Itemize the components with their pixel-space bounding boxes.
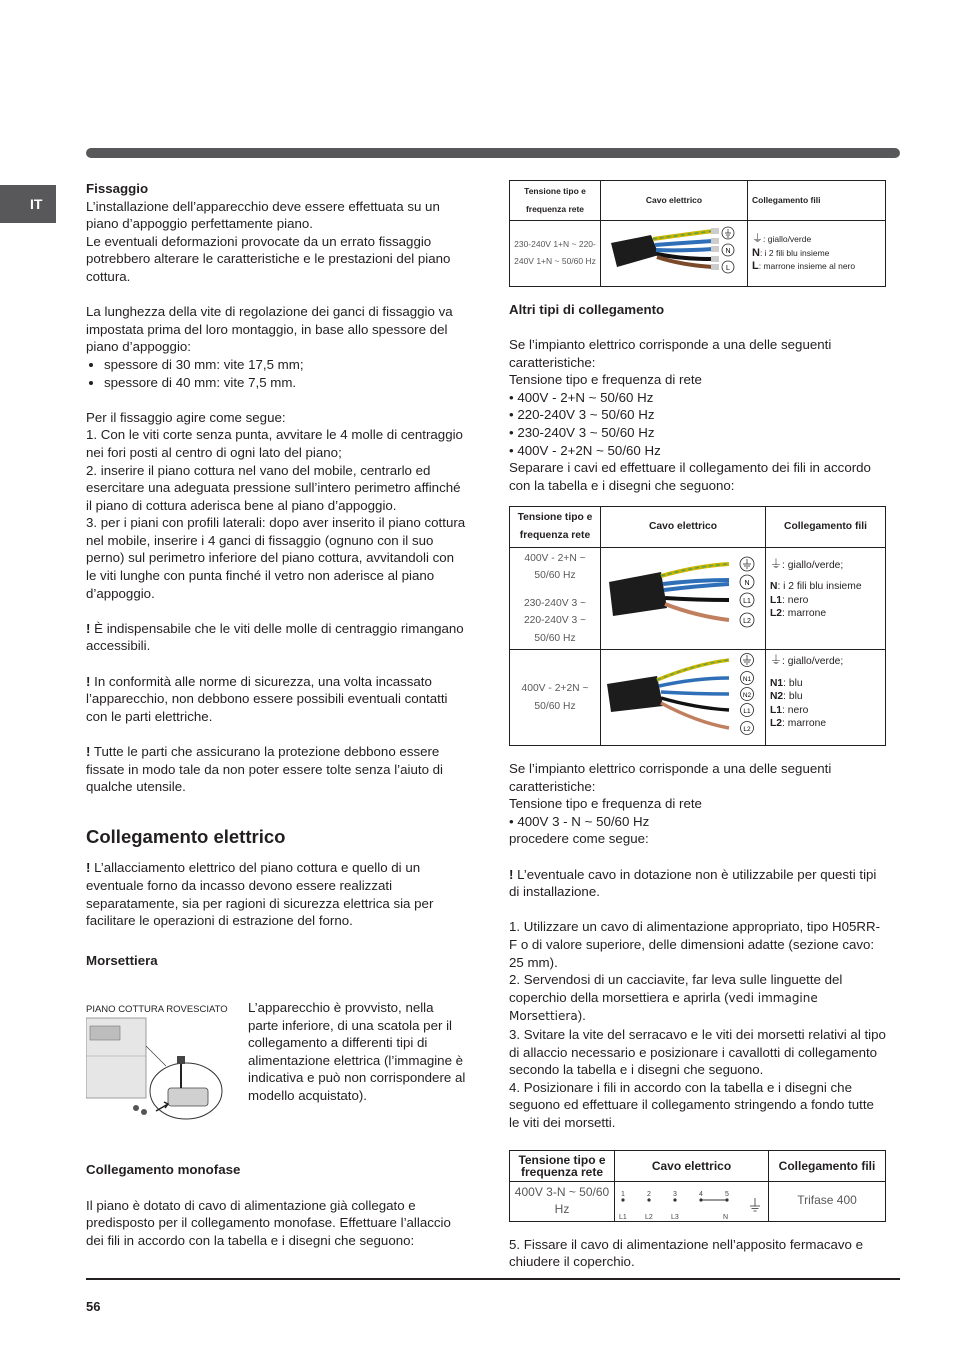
fissaggio-step2: 2. inserire il piano cottura nel vano del mobile, centrarlo ed esercitare una adeguata pressione sull’intero perimetro affinché il piano di cottura aderisca bene al piano d’appoggio. bbox=[86, 462, 461, 513]
fissaggio-heading: Fissaggio bbox=[86, 181, 149, 196]
col-header: Tensione tipo e frequenza rete bbox=[510, 1150, 615, 1181]
warning-mark: ! bbox=[86, 620, 91, 636]
legend-key: L1 bbox=[770, 704, 783, 716]
legend-text: : giallo/verde; bbox=[782, 656, 844, 668]
trifase-warning bbox=[509, 866, 887, 901]
trifase-step2 bbox=[509, 971, 887, 1026]
col-header: Collegamento fili bbox=[766, 507, 886, 547]
altri-intro: Se l’impianto elettrico corrisponde a una delle seguenti caratteristiche: bbox=[509, 336, 832, 370]
terminal-label: L3 bbox=[671, 1214, 679, 1222]
terminal-dots bbox=[615, 1182, 765, 1220]
svg-text:L2: L2 bbox=[743, 618, 751, 626]
table-row bbox=[510, 1181, 886, 1221]
list-item: • 400V 3 - N ~ 50/60 Hz bbox=[509, 813, 650, 829]
trifase-step4: 4. Posizionare i fili in accordo con la tabella e i disegni che seguono ed effettuare il collegamento stringendo a fondo tutte le viti dei morsetti. bbox=[509, 1079, 874, 1130]
legend-key: N1 bbox=[770, 677, 784, 689]
legend-text: : marrone bbox=[782, 718, 827, 730]
table-row bbox=[510, 547, 886, 650]
monofase-heading: Collegamento monofase bbox=[86, 1162, 241, 1177]
wiring-legend: ⏚: giallo/verde; N: i 2 fili blu insieme L1: nero L2: marrone bbox=[766, 547, 886, 650]
legend-key: L1 bbox=[770, 594, 783, 606]
svg-text:L1: L1 bbox=[743, 598, 751, 606]
fissaggio-p3: La lunghezza della vite di regolazione dei ganci di fissaggio va impostata prima del loro montaggio, in base allo spessore del piano d’appoggio: bbox=[86, 304, 453, 355]
figure-label: PIANO COTTURA ROVESCIATO bbox=[86, 1004, 228, 1015]
table-header-row bbox=[510, 1150, 886, 1181]
warning-mark: ! bbox=[86, 744, 91, 759]
svg-text:N: N bbox=[744, 580, 750, 588]
terminal-label: L2 bbox=[645, 1214, 653, 1222]
voltage-cell: 400V 3-N ~ 50/60 Hz bbox=[510, 1181, 615, 1221]
list-item: • 400V - 2+2N ~ 50/60 Hz bbox=[509, 442, 661, 458]
figure-reference: vedi immagine Morsettiera bbox=[509, 990, 818, 1024]
connection-cell: Trifase 400 bbox=[769, 1181, 886, 1221]
col-header: Cavo elettrico bbox=[601, 181, 748, 221]
altri-outro: Separare i cavi ed effettuare il collegamento dei fili in accordo con la tabella e i disegni che seguono: bbox=[509, 460, 871, 493]
terminal-number: 3 bbox=[673, 1191, 677, 1199]
fissaggio-bullets bbox=[86, 356, 468, 391]
trifase-procedere: procedere come segue: bbox=[509, 831, 649, 847]
table-row bbox=[510, 221, 886, 287]
cable-diagram-cell bbox=[601, 547, 766, 650]
legend-text: : i 2 fili blu insieme bbox=[777, 581, 862, 592]
list-item: • 230-240V 3 ~ 50/60 Hz bbox=[509, 424, 655, 440]
fissaggio-step3: 3. per i piani con profili laterali: dopo aver inserito il piano cottura nel mobile, inserire i 4 ganci di fissaggio (ognuno con il suo perno) sul perimetro inferiore del piano cottura, avvitandoli con le viti lunghe con punta finché il vetro non aderisce al piano d’appoggio. bbox=[86, 515, 466, 601]
warning-text: L’eventuale cavo in dotazione non è utilizzabile per questi tipi di installazione. bbox=[509, 866, 877, 900]
list-item: • spessore di 30 mm: vite 17,5 mm; bbox=[104, 356, 468, 374]
svg-text:N: N bbox=[725, 248, 731, 256]
table-row bbox=[510, 650, 886, 746]
warning-mark: ! bbox=[509, 866, 514, 882]
language-tab: IT bbox=[0, 185, 56, 223]
warning-1 bbox=[86, 620, 468, 655]
legend-key: N2 bbox=[770, 691, 784, 703]
morsettiera-heading: Morsettiera bbox=[86, 952, 158, 968]
page-number: 56 bbox=[86, 1299, 101, 1314]
warning-3 bbox=[86, 743, 468, 796]
legend-text: : marrone insieme al nero bbox=[758, 261, 856, 272]
cable-diagram bbox=[601, 221, 741, 279]
right-column bbox=[509, 180, 887, 1271]
altri-subtitle: Tensione tipo e frequenza di rete bbox=[509, 372, 702, 388]
monofase-text: Il piano è dotato di cavo di alimentazione già collegato e predisposto per il collegamento monofase. Effettuare l’allaccio dei fili in accordo con la tabella e i disegni che seguono: bbox=[86, 1197, 451, 1248]
voltage-cell: 230-240V 1+N ~ 220-240V 1+N ~ 50/60 Hz bbox=[510, 221, 601, 287]
terminal-box-illustration bbox=[86, 1016, 226, 1124]
list-item: • spessore di 40 mm: vite 7,5 mm. bbox=[104, 374, 468, 392]
table-header-row bbox=[510, 181, 886, 221]
cable-diagram bbox=[601, 550, 759, 640]
col-header: Collegamento fili bbox=[769, 1150, 886, 1181]
col-header: Tensione tipo e frequenza rete bbox=[510, 181, 601, 221]
terminal-number: 4 bbox=[699, 1191, 703, 1199]
fissaggio-p2: Le eventuali deformazioni provocate da un errato fissaggio potrebbero alterare le caratteristiche e le prestazioni del piano cottura. bbox=[86, 233, 451, 284]
wiring-legend: ⏚: giallo/verde; N1: blu N2: blu L1: nero L2: marrone bbox=[766, 650, 886, 746]
col-header: Cavo elettrico bbox=[601, 507, 766, 547]
col-header: Cavo elettrico bbox=[615, 1150, 769, 1181]
fissaggio-step1: 1. Con le viti corte senza punta, avvitare le 4 molle di centraggio nei fori posti al centro di ogni lato del piano; bbox=[86, 427, 463, 460]
cable-diagram bbox=[601, 650, 759, 738]
warning-mark: ! bbox=[86, 673, 91, 689]
voltage-cell: 400V - 2+2N ~ 50/60 Hz bbox=[510, 650, 601, 746]
warning-text: È indispensabile che le viti delle molle di centraggio rimangano accessibili. bbox=[86, 620, 464, 654]
svg-text:N1: N1 bbox=[742, 676, 752, 684]
footer-rule bbox=[86, 1278, 900, 1280]
voltage-cell bbox=[510, 547, 601, 650]
wiring-legend: ⏚: giallo/verde N: i 2 fili blu insieme L: marrone insieme al nero bbox=[748, 221, 886, 287]
voltage-text: 400V - 2+N ~ 50/60 Hz bbox=[524, 552, 586, 582]
header-rule bbox=[86, 148, 900, 158]
trifase-step1: 1. Utilizzare un cavo di alimentazione appropriato, tipo H05RR-F o di valore superiore, delle dimensioni adatte (sezione cavo: 25 mm). bbox=[509, 919, 881, 970]
step-text: 2. Servendosi di un cacciavite, far leva sulle linguette del coperchio della morsettiera e aprirla ( bbox=[509, 972, 843, 1005]
legend-text: : i 2 fili blu insieme bbox=[759, 247, 830, 258]
col-header: Tensione tipo e frequenza rete bbox=[510, 507, 601, 547]
legend-key: L2 bbox=[770, 718, 783, 730]
legend-text: : marrone bbox=[782, 608, 827, 619]
terminal-number: 1 bbox=[621, 1191, 625, 1199]
monofase-section bbox=[86, 1161, 468, 1249]
collegamento-heading: Collegamento elettrico bbox=[86, 825, 286, 847]
trifase-step3: 3. Svitare la vite del serracavo e le viti dei morsetti relativi al tipo di allaccio necessario e posizionare i cavallotti di collegamento secondo la tabella e i disegni che seguono. bbox=[509, 1026, 886, 1078]
cable-diagram-cell bbox=[601, 221, 748, 287]
left-column bbox=[86, 180, 468, 969]
table-trifase bbox=[509, 1150, 886, 1222]
morsettiera-text: L’apparecchio è provvisto, nella parte inferiore, di una scatola per il collegamento a differenti tipi di alimentazione elettrica (l’immagine è indicativa e può non corrispondere al modello acquistato). bbox=[248, 1000, 466, 1103]
col-header: Collegamento fili bbox=[748, 181, 886, 221]
table-header-row bbox=[510, 507, 886, 547]
svg-text:N2: N2 bbox=[742, 692, 752, 700]
cable-diagram-cell bbox=[601, 650, 766, 746]
legend-text: : giallo/verde; bbox=[782, 559, 844, 571]
legend-key: N bbox=[752, 246, 760, 259]
terminal-number: 5 bbox=[725, 1191, 729, 1199]
legend-ground: : giallo/verde bbox=[763, 234, 812, 245]
legend-text: : blu bbox=[783, 677, 803, 689]
morsettiera-figure bbox=[86, 1004, 236, 1134]
legend-key: N bbox=[770, 581, 778, 592]
altri-heading: Altri tipi di collegamento bbox=[509, 301, 665, 317]
legend-key: L2 bbox=[770, 608, 783, 619]
legend-text: : nero bbox=[782, 594, 809, 606]
collegamento-warning bbox=[86, 859, 468, 929]
trifase-step5: 5. Fissare il cavo di alimentazione nell’apposito fermacavo e chiudere il coperchio. bbox=[509, 1236, 864, 1270]
warning-text: In conformità alle norme di sicurezza, una volta incassato l’apparecchio, non debbono essere possibili eventuali contatti con le parti elettriche. bbox=[86, 673, 448, 724]
table-altri bbox=[509, 506, 886, 746]
step-text: ). bbox=[577, 1008, 586, 1024]
trifase-intro: Se l’impianto elettrico corrisponde a una delle seguenti caratteristiche: bbox=[509, 761, 832, 794]
warning-text: L’allacciamento elettrico del piano cottura e quello di un eventuale forno da incasso devono essere realizzati separatamente, sia per ragioni di sicurezza elettrica sia per facilitare le operazioni di estrazione del forno. bbox=[86, 860, 434, 929]
terminal-number: 2 bbox=[647, 1191, 651, 1199]
warning-text: Tutte le parti che assicurano la protezione debbono essere fissate in modo tale da non poter essere tolte senza l’aiuto di qualche utensile. bbox=[86, 744, 444, 795]
fissaggio-p4: Per il fissaggio agire come segue: bbox=[86, 409, 286, 425]
legend-text: : blu bbox=[783, 691, 803, 703]
table-monofase bbox=[509, 180, 886, 287]
legend-text: : nero bbox=[782, 704, 809, 716]
legend-key: L bbox=[752, 260, 759, 273]
terminal-diagram-cell bbox=[615, 1181, 769, 1221]
warning-2 bbox=[86, 673, 468, 726]
trifase-subtitle: Tensione tipo e frequenza di rete bbox=[509, 796, 702, 812]
svg-text:L2: L2 bbox=[743, 726, 751, 734]
terminal-label: N bbox=[723, 1214, 729, 1222]
terminal-label: L1 bbox=[619, 1214, 627, 1222]
list-item: • 220-240V 3 ~ 50/60 Hz bbox=[509, 407, 655, 423]
terminal-diagram bbox=[615, 1182, 765, 1220]
svg-text:L: L bbox=[726, 265, 730, 273]
warning-mark: ! bbox=[86, 860, 91, 876]
svg-text:L1: L1 bbox=[743, 708, 751, 716]
fissaggio-p1: L’installazione dell’apparecchio deve essere effettuata su un piano d’appoggio perfettamente piano. bbox=[86, 198, 440, 232]
list-item: • 400V - 2+N ~ 50/60 Hz bbox=[509, 389, 654, 405]
voltage-text: 230-240V 3 ~ 220-240V 3 ~ 50/60 Hz bbox=[523, 597, 587, 644]
